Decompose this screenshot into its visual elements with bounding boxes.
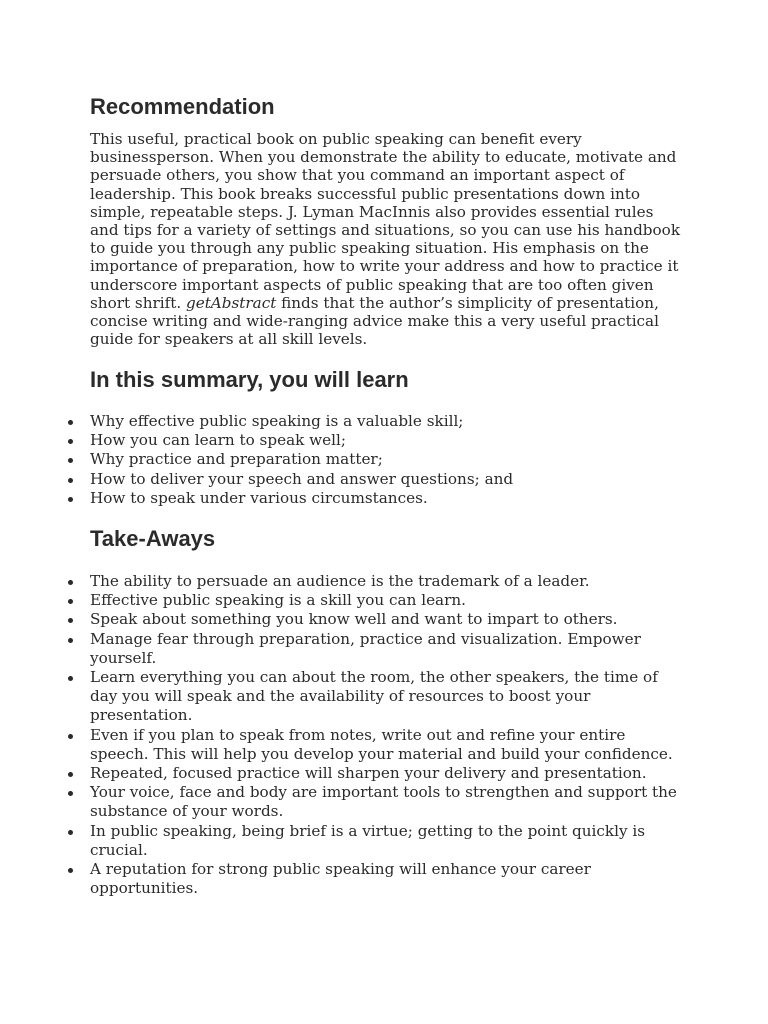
list-item: Your voice, face and body are important tools to strengthen and support the substance of your words. (90, 783, 682, 821)
list-item: How you can learn to speak well; (90, 431, 682, 450)
list-item: How to deliver your speech and answer questions; and (90, 470, 682, 489)
recommendation-emphasis: getAbstract (185, 293, 277, 312)
list-item: Learn everything you can about the room, the other speakers, the time of day you will speak and the availability of resources to boost your presentation. (90, 668, 682, 726)
recommendation-text-part2: finds that the author’s simplicity of presentation, concise writing and wide-ranging advice make this a very useful practical guide for speakers at all skill levels. (90, 293, 659, 349)
recommendation-paragraph (90, 130, 682, 348)
takeaways-heading: Take-Aways (90, 526, 216, 551)
list-item: Manage fear through preparation, practice and visualization. Empower yourself. (90, 630, 682, 668)
list-item: Repeated, focused practice will sharpen your delivery and presentation. (90, 764, 682, 783)
summary-list (90, 412, 682, 508)
list-item: Why practice and preparation matter; (90, 450, 682, 469)
list-item: In public speaking, being brief is a virtue; getting to the point quickly is crucial. (90, 822, 682, 860)
list-item: A reputation for strong public speaking will enhance your career opportunities. (90, 860, 682, 898)
list-item: The ability to persuade an audience is the trademark of a leader. (90, 572, 682, 591)
list-item: Effective public speaking is a skill you can learn. (90, 591, 682, 610)
list-item: How to speak under various circumstances. (90, 489, 682, 508)
list-item: Speak about something you know well and want to impart to others. (90, 610, 682, 629)
list-item: Even if you plan to speak from notes, write out and refine your entire speech. This will help you develop your material and build your confidence. (90, 726, 682, 764)
takeaways-list (90, 572, 682, 898)
recommendation-heading: Recommendation (90, 94, 275, 119)
recommendation-text-part1: This useful, practical book on public speaking can benefit every businessperson. When you demonstrate the ability to educate, motivate and persuade others, you show that you command an important aspect of leadership. This book breaks successful public presentations down into simple, repeatable steps. J. Lyman MacInnis also provides essential rules and tips for a variety of settings and situations, so you can use his handbook to guide you through any public speaking situation. His emphasis on the importance of preparation, how to write your address and how to practice it underscore important aspects of public speaking that are too often given short shrift. (90, 130, 681, 312)
summary-heading: In this summary, you will learn (90, 367, 409, 392)
list-item: Why effective public speaking is a valuable skill; (90, 412, 682, 431)
